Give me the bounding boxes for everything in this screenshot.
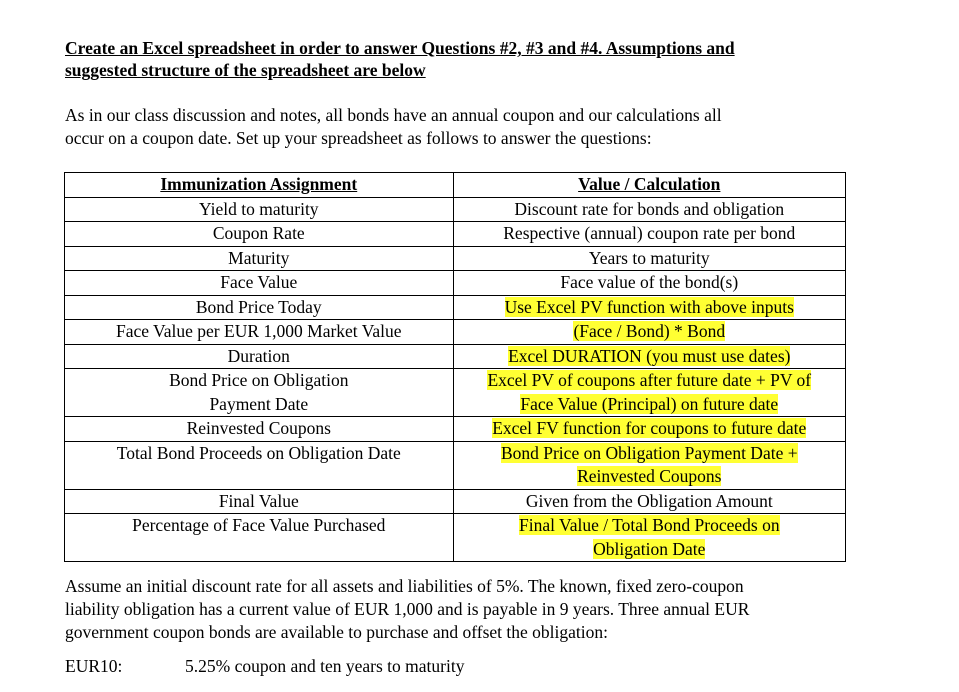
- row-value: Excel PV of coupons after future date + PV of Face Value (Principal) on future date: [453, 369, 845, 417]
- row-label: Reinvested Coupons: [65, 417, 454, 442]
- row-label: Percentage of Face Value Purchased: [65, 514, 454, 562]
- intro-paragraph: [65, 104, 855, 150]
- assumptions-line-1: Assume an initial discount rate for all assets and liabilities of 5%. The known, fixed zero-coupon: [65, 576, 744, 596]
- row-value: Face value of the bond(s): [453, 271, 845, 296]
- row-value: Years to maturity: [453, 246, 845, 271]
- row-value: (Face / Bond) * Bond: [453, 320, 845, 345]
- table-row: [65, 489, 846, 514]
- row-value: Final Value / Total Bond Proceeds on Obligation Date: [453, 514, 845, 562]
- row-label: Yield to maturity: [65, 197, 454, 222]
- row-label: Face Value per EUR 1,000 Market Value: [65, 320, 454, 345]
- table-row: [65, 197, 846, 222]
- table-row: [65, 417, 846, 442]
- bond-code: EUR10:: [65, 656, 123, 676]
- table-header-row: [65, 173, 846, 198]
- row-value: Excel DURATION (you must use dates): [453, 344, 845, 369]
- intro-line-1: As in our class discussion and notes, all bonds have an annual coupon and our calculations all: [65, 105, 722, 125]
- row-value: Use Excel PV function with above inputs: [453, 295, 845, 320]
- bond-line: [65, 655, 464, 678]
- table-row: [65, 344, 846, 369]
- row-label: Maturity: [65, 246, 454, 271]
- table-row: [65, 222, 846, 247]
- assumptions-line-3: government coupon bonds are available to purchase and offset the obligation:: [65, 622, 608, 642]
- assumptions-paragraph: [65, 575, 850, 644]
- table-row: [65, 320, 846, 345]
- row-value: Respective (annual) coupon rate per bond: [453, 222, 845, 247]
- table-row: [65, 441, 846, 489]
- header-col1: Immunization Assignment: [65, 173, 454, 198]
- table-row: [65, 246, 846, 271]
- table-row: [65, 514, 846, 562]
- row-label: Face Value: [65, 271, 454, 296]
- row-value: Discount rate for bonds and obligation: [453, 197, 845, 222]
- table-row: [65, 369, 846, 417]
- assumptions-line-2: liability obligation has a current value of EUR 1,000 and is payable in 9 years. Three annual EUR: [65, 599, 750, 619]
- table-row: [65, 295, 846, 320]
- row-label: Final Value: [65, 489, 454, 514]
- row-label: Total Bond Proceeds on Obligation Date: [65, 441, 454, 489]
- heading-line-1: Create an Excel spreadsheet in order to answer Questions #2, #3 and #4. Assumptions and: [65, 38, 735, 58]
- row-value: Bond Price on Obligation Payment Date + Reinvested Coupons: [453, 441, 845, 489]
- row-value: Excel FV function for coupons to future date: [453, 417, 845, 442]
- row-value: Given from the Obligation Amount: [453, 489, 845, 514]
- table-row: [65, 271, 846, 296]
- bond-description: 5.25% coupon and ten years to maturity: [185, 656, 465, 676]
- heading-line-2: suggested structure of the spreadsheet are below: [65, 60, 426, 80]
- intro-line-2: occur on a coupon date. Set up your spreadsheet as follows to answer the questions:: [65, 128, 652, 148]
- row-label: Duration: [65, 344, 454, 369]
- row-label: Bond Price on Obligation Payment Date: [65, 369, 454, 417]
- structure-table: [64, 172, 846, 562]
- row-label: Coupon Rate: [65, 222, 454, 247]
- assignment-heading: [65, 37, 865, 81]
- header-col2: Value / Calculation: [453, 173, 845, 198]
- row-label: Bond Price Today: [65, 295, 454, 320]
